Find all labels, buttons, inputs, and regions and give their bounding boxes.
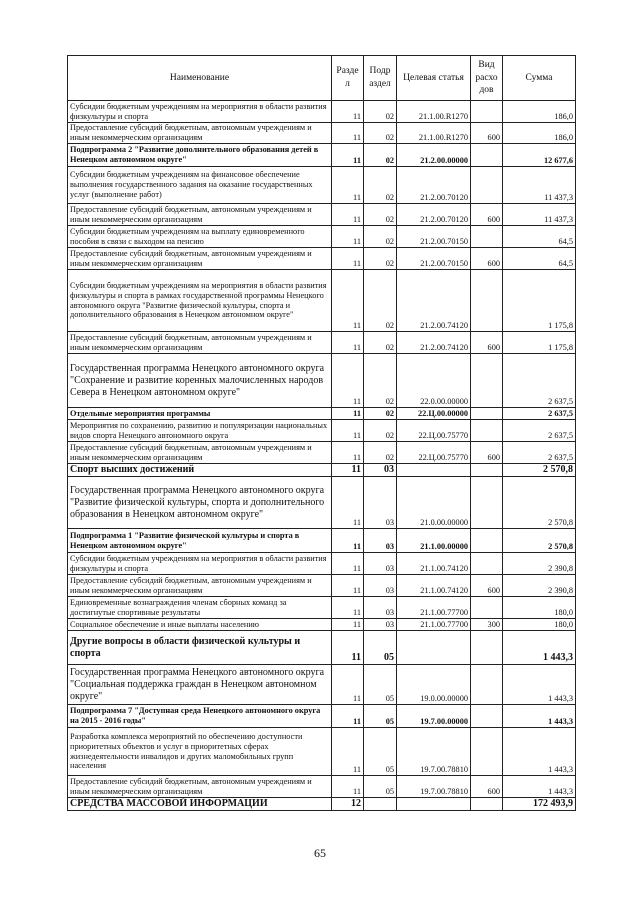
row-type	[471, 144, 503, 167]
table-row	[68, 420, 576, 442]
row-name: Предоставление субсидий бюджетным, автономным учреждениям и иным некоммерческим организациям	[68, 248, 332, 270]
table-row	[68, 464, 576, 477]
row-target: 21.2.00.70150	[397, 248, 471, 270]
table-row	[68, 408, 576, 420]
row-name: Подпрограмма 2 "Развитие дополнительного образования детей в Ненецком автономном округе"	[68, 144, 332, 167]
row-type	[471, 420, 503, 442]
header-section: Разде л	[332, 56, 364, 101]
row-section: 11	[332, 270, 364, 332]
header-name: Наименование	[68, 56, 332, 101]
row-subsection: 03	[364, 619, 397, 631]
row-subsection: 03	[364, 597, 397, 619]
row-section: 11	[332, 464, 364, 477]
row-section: 11	[332, 529, 364, 553]
row-section: 11	[332, 144, 364, 167]
row-type: 600	[471, 123, 503, 144]
row-subsection: 03	[364, 575, 397, 597]
row-section: 11	[332, 248, 364, 270]
row-target: 19.7.00.78810	[397, 728, 471, 776]
row-name: Субсидии бюджетным учреждениям на мероприятия в области развития физкультуры и спорта	[68, 553, 332, 575]
row-name: Отдельные мероприятия программы	[68, 408, 332, 420]
table-row	[68, 728, 576, 776]
row-target: 19.7.00.00000	[397, 705, 471, 728]
row-target: 21.1.00.R1270	[397, 123, 471, 144]
table-row	[68, 204, 576, 226]
row-subsection: 02	[364, 226, 397, 248]
row-target: 21.1.00.77700	[397, 619, 471, 631]
row-target: 21.2.00.70120	[397, 167, 471, 204]
table-row	[68, 529, 576, 553]
table-row	[68, 101, 576, 123]
row-target	[397, 464, 471, 477]
row-section: 11	[332, 665, 364, 705]
budget-table	[67, 55, 576, 811]
row-type	[471, 597, 503, 619]
row-amount: 2 637,5	[503, 354, 576, 408]
row-amount: 186,0	[503, 123, 576, 144]
table-row	[68, 553, 576, 575]
row-amount: 11 437,3	[503, 167, 576, 204]
row-section: 11	[332, 728, 364, 776]
row-section: 11	[332, 123, 364, 144]
row-type	[471, 477, 503, 529]
row-type: 600	[471, 248, 503, 270]
row-target: 21.2.00.00000	[397, 144, 471, 167]
row-amount: 64,5	[503, 226, 576, 248]
table-row	[68, 167, 576, 204]
table-row	[68, 270, 576, 332]
row-type	[471, 705, 503, 728]
row-name: Субсидии бюджетным учреждениям на финансовое обеспечение выполнения государственного задания на оказание государственных услуг (выполнение работ)	[68, 167, 332, 204]
row-name: Субсидии бюджетным учреждениям на мероприятия в области развития физкультуры и спорта	[68, 101, 332, 123]
row-target: 21.1.00.74120	[397, 575, 471, 597]
row-name: Предоставление субсидий бюджетным, автономным учреждениям и иным некоммерческим организациям	[68, 123, 332, 144]
row-type	[471, 408, 503, 420]
row-name: Мероприятия по сохранению, развитию и популяризации национальных видов спорта Ненецкого автономного округа	[68, 420, 332, 442]
row-type	[471, 529, 503, 553]
row-amount: 12 677,6	[503, 144, 576, 167]
row-type	[471, 665, 503, 705]
table-row	[68, 665, 576, 705]
row-name: Подпрограмма 1 "Развитие физической культуры и спорта в Ненецком автономном округе"	[68, 529, 332, 553]
row-section: 11	[332, 167, 364, 204]
header-row	[68, 56, 576, 101]
row-section: 12	[332, 798, 364, 811]
row-type	[471, 226, 503, 248]
row-section: 11	[332, 776, 364, 798]
row-amount: 180,0	[503, 597, 576, 619]
row-subsection: 05	[364, 665, 397, 705]
row-type	[471, 101, 503, 123]
row-amount: 1 443,3	[503, 631, 576, 665]
row-subsection: 02	[364, 442, 397, 464]
row-target: 22.Ц.00.75770	[397, 442, 471, 464]
row-target: 21.2.00.74120	[397, 332, 471, 354]
row-subsection: 02	[364, 354, 397, 408]
row-subsection: 02	[364, 332, 397, 354]
row-section: 11	[332, 354, 364, 408]
row-subsection: 02	[364, 408, 397, 420]
row-amount: 2 637,5	[503, 442, 576, 464]
row-name: Предоставление субсидий бюджетным, автономным учреждениям и иным некоммерческим организациям	[68, 575, 332, 597]
row-section: 11	[332, 597, 364, 619]
row-target: 19.7.00.78810	[397, 776, 471, 798]
row-amount: 2 570,8	[503, 529, 576, 553]
row-amount: 2 637,5	[503, 420, 576, 442]
row-subsection: 02	[364, 167, 397, 204]
row-target: 22.0.00.00000	[397, 354, 471, 408]
row-name: Подпрограмма 7 "Доступная среда Ненецкого автономного округа на 2015 - 2016 годы"	[68, 705, 332, 728]
row-amount: 1 175,8	[503, 332, 576, 354]
table-row	[68, 477, 576, 529]
table-row	[68, 798, 576, 811]
table-row	[68, 144, 576, 167]
row-target: 21.0.00.00000	[397, 477, 471, 529]
row-type	[471, 631, 503, 665]
row-type	[471, 464, 503, 477]
row-subsection: 05	[364, 728, 397, 776]
row-amount: 1 175,8	[503, 270, 576, 332]
row-name: Государственная программа Ненецкого автономного округа "Социальная поддержка граждан в Ненецком автономном округе"	[68, 665, 332, 705]
row-name: Предоставление субсидий бюджетным, автономным учреждениям и иным некоммерческим организациям	[68, 442, 332, 464]
row-amount: 1 443,3	[503, 776, 576, 798]
row-amount: 1 443,3	[503, 705, 576, 728]
row-amount: 1 443,3	[503, 728, 576, 776]
row-target	[397, 631, 471, 665]
row-section: 11	[332, 420, 364, 442]
row-target: 21.1.00.R1270	[397, 101, 471, 123]
row-amount: 2 637,5	[503, 408, 576, 420]
row-name: Предоставление субсидий бюджетным, автономным учреждениям и иным некоммерческим организациям	[68, 332, 332, 354]
row-section: 11	[332, 619, 364, 631]
header-expense-type: Вид расхо дов	[471, 56, 503, 101]
row-section: 11	[332, 332, 364, 354]
row-section: 11	[332, 705, 364, 728]
row-type	[471, 270, 503, 332]
row-type: 300	[471, 619, 503, 631]
row-target: 21.1.00.74120	[397, 553, 471, 575]
row-name: Предоставление субсидий бюджетным, автономным учреждениям и иным некоммерческим организациям	[68, 776, 332, 798]
row-name: Государственная программа Ненецкого автономного округа "Сохранение и развитие коренных малочисленных народов Севера в Ненецком автономном округе"	[68, 354, 332, 408]
row-name: Субсидии бюджетным учреждениям на выплату единовременного пособия в связи с выходом на пенсию	[68, 226, 332, 248]
row-amount: 2 570,8	[503, 464, 576, 477]
row-target	[397, 798, 471, 811]
row-target: 19.0.00.00000	[397, 665, 471, 705]
row-subsection: 05	[364, 776, 397, 798]
row-type	[471, 553, 503, 575]
row-type	[471, 354, 503, 408]
row-target: 21.2.00.70150	[397, 226, 471, 248]
row-subsection: 02	[364, 204, 397, 226]
row-section: 11	[332, 204, 364, 226]
row-subsection: 03	[364, 553, 397, 575]
row-subsection	[364, 798, 397, 811]
row-subsection: 02	[364, 420, 397, 442]
row-type: 600	[471, 332, 503, 354]
row-type: 600	[471, 575, 503, 597]
row-target: 22.Ц.00.75770	[397, 420, 471, 442]
header-target: Целевая статья	[397, 56, 471, 101]
row-name: Государственная программа Ненецкого автономного округа "Развитие физической культуры, спорта и дополнительного образования в Ненецком автономном округе"	[68, 477, 332, 529]
row-amount: 2 390,8	[503, 575, 576, 597]
table-row	[68, 619, 576, 631]
row-subsection: 02	[364, 248, 397, 270]
row-name: Предоставление субсидий бюджетным, автономным учреждениям и иным некоммерческим организациям	[68, 204, 332, 226]
row-name: Социальное обеспечение и иные выплаты населению	[68, 619, 332, 631]
table-row	[68, 597, 576, 619]
row-subsection: 05	[364, 631, 397, 665]
row-name: Субсидии бюджетным учреждениям на мероприятия в области развития физкультуры и спорта в рамках государственной программы Ненецкого автономного округа "Развитие физической культуры, спорта и дополнительного образования в Ненецком автономном округе"	[68, 270, 332, 332]
row-section: 11	[332, 226, 364, 248]
table-row	[68, 575, 576, 597]
row-subsection: 02	[364, 270, 397, 332]
row-name: Спорт высших достижений	[68, 464, 332, 477]
row-target: 22.Ц.00.00000	[397, 408, 471, 420]
row-section: 11	[332, 442, 364, 464]
row-amount: 64,5	[503, 248, 576, 270]
row-section: 11	[332, 101, 364, 123]
row-name: Единовременные вознаграждения членам сборных команд за достигнутые спортивные результаты	[68, 597, 332, 619]
row-subsection: 02	[364, 101, 397, 123]
row-target: 21.1.00.77700	[397, 597, 471, 619]
row-name: Разработка комплекса мероприятий по обеспечению доступности приоритетных объектов и услуг в приоритетных сферах жизнедеятельности инвалидов и других маломобильных групп населения	[68, 728, 332, 776]
page-number: 65	[314, 846, 326, 860]
table-row	[68, 248, 576, 270]
row-section: 11	[332, 408, 364, 420]
row-amount: 2 390,8	[503, 553, 576, 575]
header-subsection: Подр аздел	[364, 56, 397, 101]
row-target: 21.2.00.74120	[397, 270, 471, 332]
table-row	[68, 332, 576, 354]
row-type: 600	[471, 204, 503, 226]
row-type: 600	[471, 776, 503, 798]
row-amount: 2 570,8	[503, 477, 576, 529]
table-row	[68, 442, 576, 464]
row-amount: 180,0	[503, 619, 576, 631]
row-name: СРЕДСТВА МАССОВОЙ ИНФОРМАЦИИ	[68, 798, 332, 811]
row-section: 11	[332, 575, 364, 597]
row-amount: 11 437,3	[503, 204, 576, 226]
table-row	[68, 123, 576, 144]
row-amount: 1 443,3	[503, 665, 576, 705]
row-type	[471, 798, 503, 811]
row-subsection: 03	[364, 529, 397, 553]
row-section: 11	[332, 553, 364, 575]
row-target: 21.2.00.70120	[397, 204, 471, 226]
row-type	[471, 728, 503, 776]
table-row	[68, 705, 576, 728]
row-section: 11	[332, 477, 364, 529]
row-subsection: 02	[364, 123, 397, 144]
table-row	[68, 631, 576, 665]
row-type	[471, 167, 503, 204]
row-section: 11	[332, 631, 364, 665]
row-type: 600	[471, 442, 503, 464]
row-subsection: 03	[364, 477, 397, 529]
table-row	[68, 354, 576, 408]
row-name: Другие вопросы в области физической культуры и спорта	[68, 631, 332, 665]
row-subsection: 02	[364, 144, 397, 167]
table-row	[68, 226, 576, 248]
row-amount: 172 493,9	[503, 798, 576, 811]
row-subsection: 05	[364, 705, 397, 728]
table-row	[68, 776, 576, 798]
header-amount: Сумма	[503, 56, 576, 101]
row-target: 21.1.00.00000	[397, 529, 471, 553]
row-amount: 186,0	[503, 101, 576, 123]
row-subsection: 03	[364, 464, 397, 477]
